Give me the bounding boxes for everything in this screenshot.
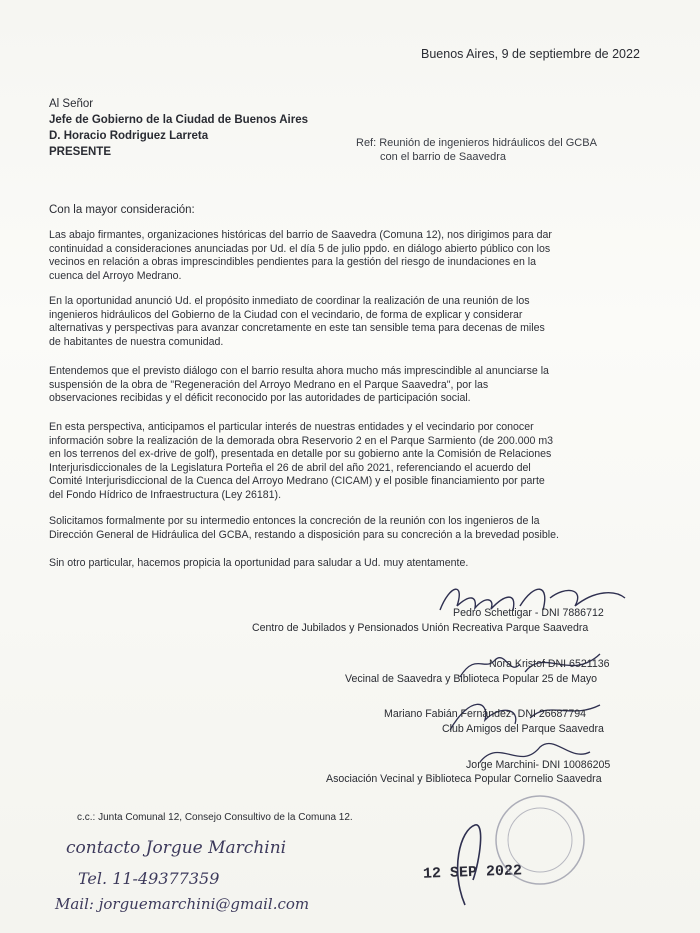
paragraph-5 (49, 515, 649, 542)
signatory-4-org: Asociación Vecinal y Biblioteca Popular Cornelio Saavedra (326, 773, 602, 785)
paragraph-1 (49, 229, 649, 283)
recipient-line-1: Al Señor (49, 98, 94, 110)
signatory-4-name: Jorge Marchini- DNI 10086205 (466, 759, 611, 771)
paragraph-line: Entendemos que el previsto diálogo con el barrio resulta ahora mucho más imprescindible al anunciarse la (49, 365, 549, 377)
paragraph-line: Solicitamos formalmente por su intermedio entonces la concreción de la reunión con los ingenieros de la (49, 515, 540, 527)
reference-line-1: Ref: Reunión de ingenieros hidráulicos del GCBA (356, 137, 597, 149)
paragraph-line: ingenieros hidráulicos del Gobierno de la Ciudad con el vecindario, de forma de explicar y considerar (49, 308, 523, 321)
paragraph-line: Sin otro particular, hacemos propicia la oportunidad para saludar a Ud. muy atentamente. (49, 557, 469, 569)
paragraph-line: En esta perspectiva, anticipamos el particular interés de nuestras entidades y el vecindario por conocer (49, 421, 534, 433)
paragraph-line: Las abajo firmantes, organizaciones históricas del barrio de Saavedra (Comuna 12), nos dirigimos para dar (49, 229, 552, 241)
paragraph-line: alternativas y perspectivas para avanzar concretamente en este tan sensible tema para decenas de miles (49, 322, 545, 335)
paragraph-line: de habitantes de nuestra comunidad. (49, 335, 224, 348)
paragraph-line: Interjurisdiccionales de la Legislatura Porteña el 26 de abril del año 2021, referenciando el acuerdo del (49, 461, 531, 474)
recipient-line-4: PRESENTE (49, 146, 111, 158)
signatory-1-name: Pedro Schettigar - DNI 7886712 (453, 607, 604, 619)
signatory-2-name: Nora Kristof DNI 6521136 (489, 658, 610, 670)
signatory-1-org: Centro de Jubilados y Pensionados Unión Recreativa Parque Saavedra (252, 622, 589, 634)
paragraph-line: cuenca del Arroyo Medrano. (49, 269, 182, 282)
paragraph-6 (49, 557, 649, 571)
paragraph-line: suspensión de la obra de "Regeneración del Arroyo Medrano en el Parque Saavedra", por las (49, 378, 489, 391)
paragraph-2 (49, 295, 649, 349)
stamp-initial-scribble (445, 820, 515, 910)
paragraph-line: continuidad a consideraciones anunciadas por Ud. el día 5 de julio ppdo. en diálogo abierto público con los (49, 242, 551, 255)
letter-date: Buenos Aires, 9 de septiembre de 2022 (421, 47, 640, 61)
recipient-block (49, 96, 308, 160)
recipient-line-2: Jefe de Gobierno de la Ciudad de Buenos Aires (49, 114, 309, 126)
handwritten-contact: contacto Jorgue Marchini (66, 838, 287, 858)
handwritten-phone: Tel. 11-49377359 (78, 869, 220, 888)
paragraph-line: del Fondo Hídrico de Infraestructura (Ley 26181). (49, 488, 282, 501)
paragraph-line: observaciones recibidas y el déficit reconocido por las autoridades de participación social. (49, 392, 471, 405)
signatory-3-org: Club Amigos del Parque Saavedra (442, 723, 604, 735)
paragraph-4 (49, 421, 649, 503)
signatory-3-name: Mariano Fabián Fernández- DNI 26687794 (384, 708, 586, 720)
signatory-2-org: Vecinal de Saavedra y Biblioteca Popular 25 de Mayo (345, 673, 598, 685)
recipient-line-3: D. Horacio Rodriguez Larreta (49, 130, 209, 142)
paragraph-line: En la oportunidad anunció Ud. el propósito inmediato de coordinar la realización de una reunión de los (49, 295, 530, 307)
received-date-stamp: 12 SEP 2022 (422, 862, 523, 883)
paragraph-line: Comité Interjurisdiccional de la Cuenca del Arroyo Medrano (CICAM) y el posible financiamiento por parte (49, 475, 545, 488)
paragraph-3 (49, 365, 649, 406)
paragraph-line: vecinos en relación a obras imprescindibles pendientes para la gestión del riesgo de inundaciones en la (49, 256, 537, 269)
reference-line-2: con el barrio de Saavedra (380, 151, 506, 163)
reference-block (356, 136, 597, 164)
handwritten-email: Mail: jorguemarchini@gmail.com (55, 895, 310, 913)
paragraph-line: Dirección General de Hidráulica del GCBA, restando a disposición para su concreción a la brevedad posible. (49, 528, 559, 541)
paragraph-line: información sobre la realización de la demorada obra Reservorio 2 en el Parque Sarmiento (de 200.000 m3 (49, 434, 554, 447)
carbon-copy: c.c.: Junta Comunal 12, Consejo Consultivo de la Comuna 12. (77, 812, 353, 823)
greeting: Con la mayor consideración: (49, 204, 195, 216)
paragraph-line: en los terrenos del ex-drive de golf), presentada en detalle por su gobierno ante la Comisión de Relaciones (49, 448, 552, 461)
